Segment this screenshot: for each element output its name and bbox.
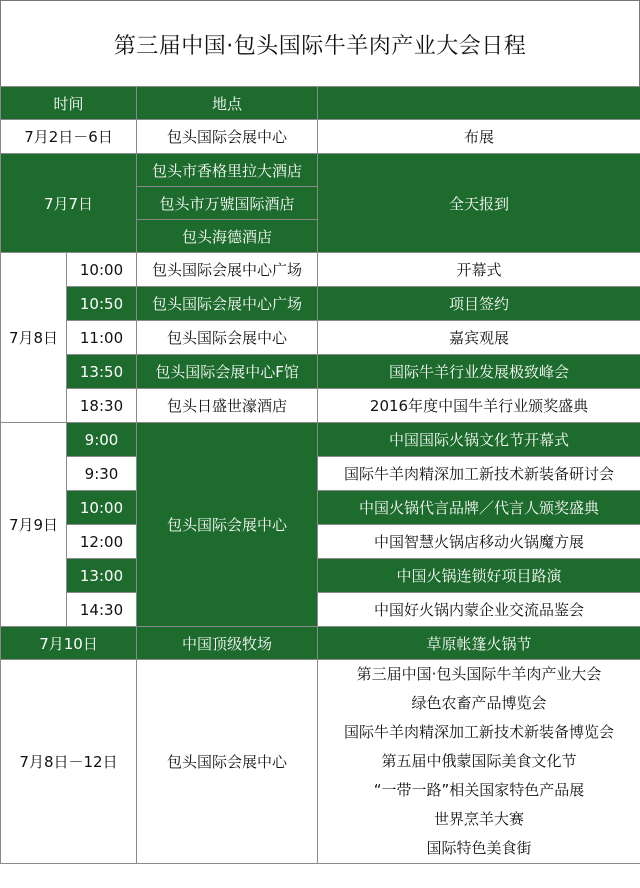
date-cell: 7月8日 [1, 253, 67, 423]
event-cell: 全天报到 [318, 154, 640, 253]
time-cell: 14:30 [67, 593, 137, 627]
place-cell: 包头国际会展中心 [137, 321, 318, 355]
schedule-table [0, 86, 640, 864]
place-cell: 包头国际会展中心广场 [137, 287, 318, 321]
table-row [1, 660, 640, 864]
time-cell: 9:30 [67, 457, 137, 491]
date-cell: 7月9日 [1, 423, 67, 627]
table-row [1, 355, 640, 389]
place-cell: 中国顶级牧场 [137, 627, 318, 660]
place-cell: 包头国际会展中心 [137, 120, 318, 154]
table-row [1, 491, 640, 525]
event-cell: 中国火锅代言品牌／代言人颁奖盛典 [318, 491, 640, 525]
table-row [1, 559, 640, 593]
table-row [1, 457, 640, 491]
event-list-cell [318, 660, 640, 864]
time-cell: 10:50 [67, 287, 137, 321]
table-row [1, 423, 640, 457]
place-cell: 包头国际会展中心 [137, 423, 318, 627]
list-item: 绿色农畜产品博览会 [411, 694, 547, 712]
time-cell: 9:00 [67, 423, 137, 457]
time-cell: 18:30 [67, 389, 137, 423]
place-cell: 包头海德酒店 [137, 220, 318, 253]
list-item: 第三届中国·包头国际牛羊肉产业大会 [356, 665, 602, 683]
table-row [1, 154, 640, 187]
date-cell: 7月2日－6日 [1, 120, 137, 154]
time-cell: 11:00 [67, 321, 137, 355]
time-cell: 13:00 [67, 559, 137, 593]
table-row [1, 525, 640, 559]
event-cell: 草原帐篷火锅节 [318, 627, 640, 660]
table-row [1, 389, 640, 423]
event-cell: 2016年度中国牛羊行业颁奖盛典 [318, 389, 640, 423]
list-item: 世界烹羊大赛 [434, 810, 525, 828]
header-event [318, 87, 640, 120]
event-cell: 开幕式 [318, 253, 640, 287]
time-cell: 10:00 [67, 491, 137, 525]
table-row [1, 321, 640, 355]
date-cell: 7月7日 [1, 154, 137, 253]
time-cell: 13:50 [67, 355, 137, 389]
place-cell: 包头市万號国际酒店 [137, 187, 318, 220]
header-time: 时间 [1, 87, 137, 120]
event-cell: 布展 [318, 120, 640, 154]
place-cell: 包头国际会展中心 [137, 660, 318, 864]
list-item: “一带一路”相关国家特色产品展 [373, 781, 585, 799]
time-cell: 12:00 [67, 525, 137, 559]
table-header-row [1, 87, 640, 120]
place-cell: 包头国际会展中心广场 [137, 253, 318, 287]
time-cell: 10:00 [67, 253, 137, 287]
page-title: 第三届中国·包头国际牛羊肉产业大会日程 [0, 0, 640, 87]
table-row [1, 593, 640, 627]
event-cell: 国际牛羊肉精深加工新技术新装备研讨会 [318, 457, 640, 491]
date-cell: 7月10日 [1, 627, 137, 660]
list-item: 国际牛羊肉精深加工新技术新装备博览会 [344, 723, 615, 741]
list-item: 国际特色美食街 [426, 839, 532, 857]
table-row [1, 287, 640, 321]
table-row [1, 120, 640, 154]
event-cell: 嘉宾观展 [318, 321, 640, 355]
event-cell: 中国智慧火锅店移动火锅魔方展 [318, 525, 640, 559]
table-row [1, 627, 640, 660]
place-cell: 包头国际会展中心F馆 [137, 355, 318, 389]
place-cell: 包头市香格里拉大酒店 [137, 154, 318, 187]
list-item: 第五届中俄蒙国际美食文化节 [381, 752, 577, 770]
table-row [1, 253, 640, 287]
header-place: 地点 [137, 87, 318, 120]
place-cell: 包头日盛世濠酒店 [137, 389, 318, 423]
event-cell: 中国国际火锅文化节开幕式 [318, 423, 640, 457]
event-cell: 国际牛羊行业发展极致峰会 [318, 355, 640, 389]
event-cell: 中国火锅连锁好项目路演 [318, 559, 640, 593]
date-cell: 7月8日－12日 [1, 660, 137, 864]
event-cell: 中国好火锅内蒙企业交流品鉴会 [318, 593, 640, 627]
event-cell: 项目签约 [318, 287, 640, 321]
